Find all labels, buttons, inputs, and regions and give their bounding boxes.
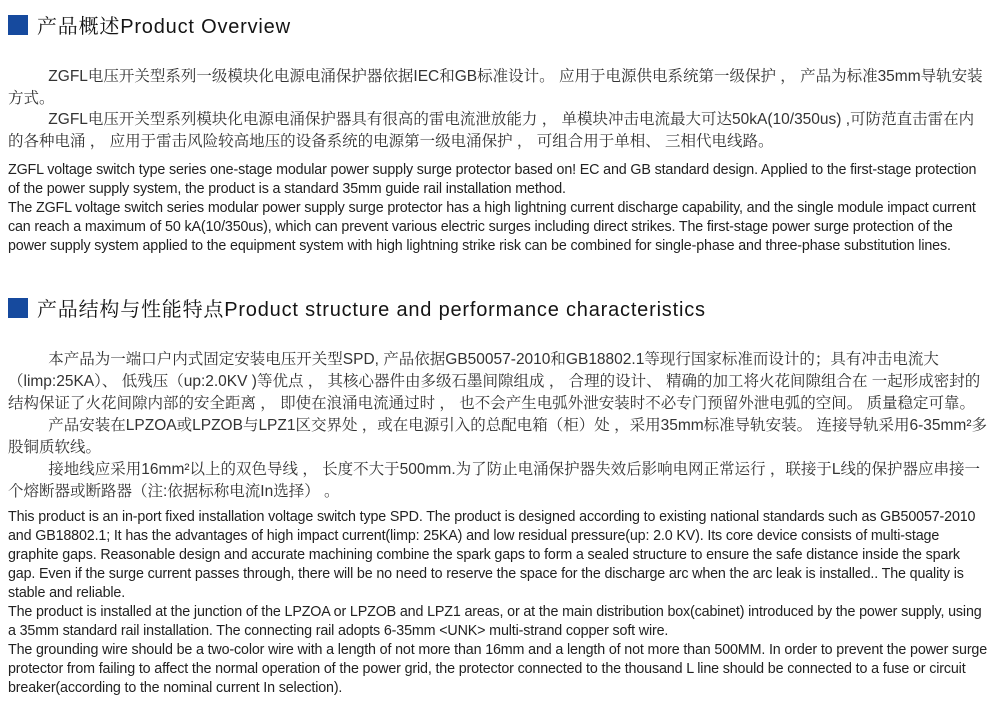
paragraph-en: This product is an in-port fixed installation voltage switch type SPD. The product is designed according to existing national standards such as GB50057-2010 and GB18802.1; It has the advantages of high impact current(limp: 25KA) and low residual pressure(up: 2.0 KV). Its core device consists of multi-stage graphite gaps. Reasonable design and accurate machining combine the spark gaps to form a sealed structure to ensure the safe distance inside the spark gap. Even if the surge current passes through, there will be no need to reserve the space for the discharge arc when the arc leak is installed.. The quality is stable and reliable. — [8, 509, 976, 601]
section-overview-english-text — [8, 161, 988, 256]
paragraph-zh: 接地线应采用16mm²以上的双色导线 ， 长度不大于500mm.为了防止电涌保护器失效后影响电网正常运行 ，联接于L线的保护器应串接一个熔断器或断路器（注:依据标称电流In选择） 。 — [8, 461, 981, 500]
paragraph-en: The grounding wire should be a two-color wire with a length of not more than 16mm and a length of not more than 500MM. In order to prevent the power surge protector from failing to affect the normal operation of the power grid, the protector connected to the thousand L line should be connected to a fuse or circuit breaker(according to the nominal current In selection). — [8, 642, 988, 696]
paragraph-zh: 本产品为一端口户内式固定安装电压开关型SPD, 产品依据GB50057-2010和GB18802.1等现行国家标准而设计的；具有冲击电流大（limp:25KA）、 低残压（up:2.0KV )等优点 ， 其核心器件由多级石墨间隙组成 ， 合理的设计、 精确的加工将火花间隙组合在 一起形成密封的结构保证了火花间隙内部的安全距离 ， 即使在浪涌电流通过时 ， 也不会产生电弧外泄安装时不必专门预留外泄电弧的空间。 质量稳定可靠。 — [8, 351, 981, 412]
paragraph-en: The ZGFL voltage switch series modular power supply surge protector has a high lightning current discharge capability, and the single module impact current can reach a maximum of 50 kA(10/350us), which can prevent various electric surges including direct strikes. The first-stage power surge protection of the power supply system applied to the equipment system with high lightning strike risk can be combined for single-phase and three-phase substitution lines. — [8, 200, 976, 254]
section-title: 产品结构与性能特点Product structure and performance characteristics — [37, 299, 706, 321]
section-marker-icon — [8, 298, 28, 318]
section-title: 产品概述Product Overview — [37, 16, 291, 38]
paragraph-zh: ZGFL电压开关型系列模块化电源电涌保护器具有很高的雷电流泄放能力 ， 单模块冲击电流最大可达50kA(10/350us) ,可防范直击雷在内的各种电涌 ， 应用于雷击风险较高地压的设备系统的电源第一级电涌保护 ， 可组合用于单相、 三相代电线路。 — [8, 111, 975, 150]
paragraph-en: The product is installed at the junction of the LPZOA or LPZOB and LPZ1 areas, or at the main distribution box(cabinet) introduced by the power supply, using a 35mm standard rail installation. The connecting rail adopts 6-35mm <UNK> multi-strand copper soft wire. — [8, 604, 982, 639]
section-header-product-overview — [8, 10, 988, 39]
section-structure-english-text — [8, 508, 988, 698]
paragraph-zh: 产品安装在LPZOA或LPZOB与LPZ1区交界处 ，或在电源引入的总配电箱（柜）处 ，采用35mm标准导轨安装。 连接导轨采用6-35mm²多股铜质软线。 — [8, 417, 987, 456]
section-header-structure-characteristics — [8, 293, 988, 322]
paragraph-zh: ZGFL电压开关型系列一级模块化电源电涌保护器依据IEC和GB标准设计。 应用于电源供电系统第一级保护 ， 产品为标准35mm导轨安装方式。 — [8, 68, 983, 107]
section-structure-chinese-text — [8, 349, 988, 503]
section-overview-chinese-text — [8, 66, 988, 152]
paragraph-en: ZGFL voltage switch type series one-stage modular power supply surge protector based on! EC and GB standard design. Applied to the first-stage protection of the power supply system, the product is a standard 35mm guide rail installation method. — [8, 162, 977, 197]
section-marker-icon — [8, 15, 28, 35]
